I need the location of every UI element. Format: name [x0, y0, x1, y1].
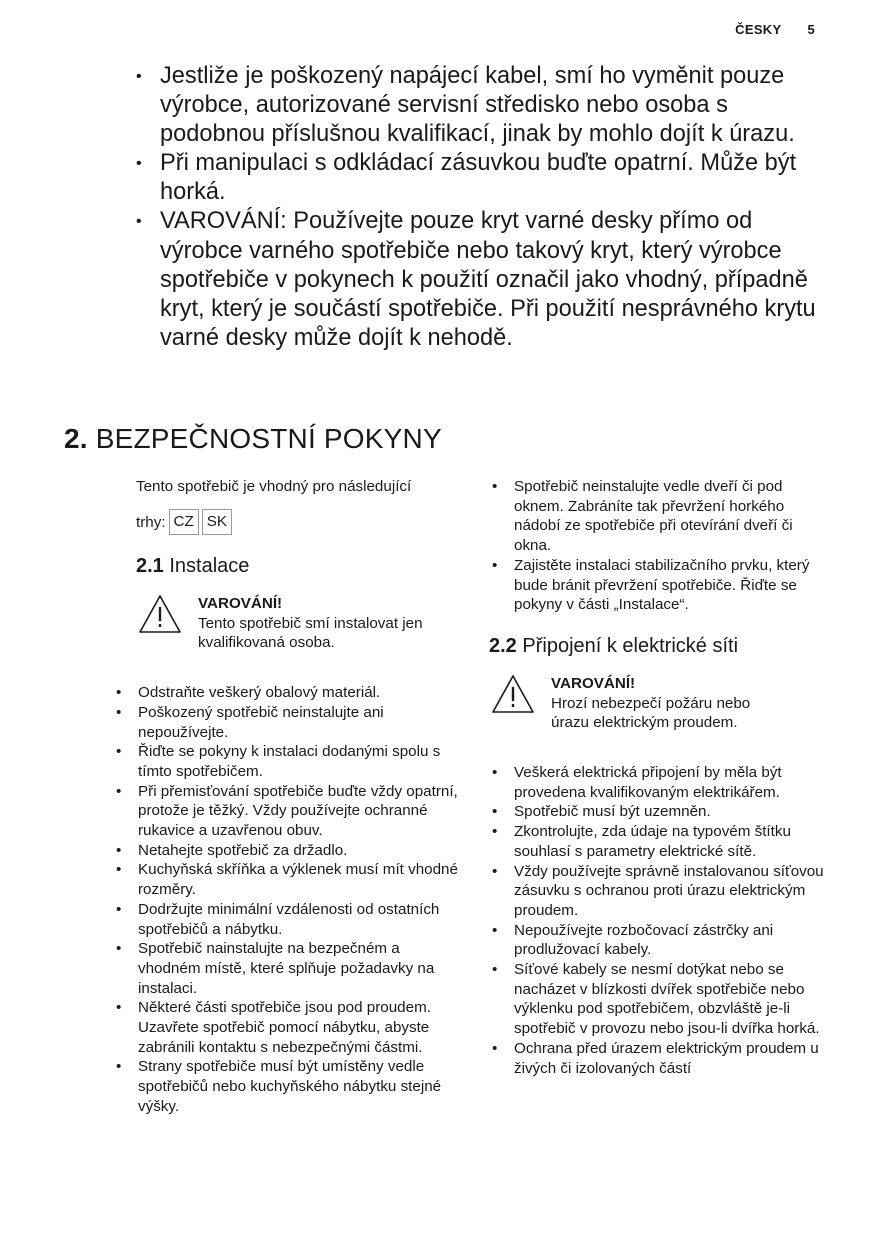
list-item: • Ochrana před úrazem elektrickým proudem u živých či izolovaných částí: [490, 1039, 824, 1078]
page-number: 5: [807, 22, 815, 37]
subsection-number: 2.2: [489, 634, 517, 657]
warning-box: [136, 594, 466, 653]
subsection-title: Instalace: [169, 555, 250, 577]
intro-bullet-list: [133, 62, 833, 353]
warning-text: Hrozí nebezpečí požáru nebo úrazu elektrickým proudem.: [551, 694, 751, 732]
list-item: • Spotřebič neinstalujte vedle dveří či pod oknem. Zabráníte tak převržení horkého nádobí ze spotřebiče při otevírání dveří či okna.: [490, 477, 824, 556]
subsection-heading-electrical: [489, 635, 824, 658]
section-heading: [64, 423, 442, 455]
left-column: [136, 477, 466, 1117]
list-item: • Zkontrolujte, zda údaje na typovém štítku souhlasí s parametry elektrické sítě.: [490, 822, 824, 861]
list-item: • Vždy používejte správně instalovanou síťovou zásuvku s ochranou proti úrazu elektrickým proudem.: [490, 862, 824, 921]
intro-bullet: • VAROVÁNÍ: Používejte pouze kryt varné desky přímo od výrobce varného spotřebiče nebo takový kryt, který výrobce spotřebiče v pokynech k použití označil jako vhodný, případně kryt, který je součástí spotřebiče. Při použití nesprávného krytu varné desky může dojít k nehodě.: [133, 207, 833, 352]
list-item: • Veškerá elektrická připojení by měla být provedena kvalifikovaným elektrikářem.: [490, 763, 824, 802]
electrical-bullet-list: [490, 763, 824, 1078]
subsection-number: 2.1: [136, 555, 164, 577]
list-item: • Netahejte spotřebič za držadlo.: [114, 841, 466, 861]
list-item: • Spotřebič musí být uzemněn.: [490, 802, 824, 822]
warning-title: VAROVÁNÍ!: [198, 595, 283, 612]
list-item: • Odstraňte veškerý obalový materiál.: [114, 683, 466, 703]
market-code-cz: CZ: [169, 509, 199, 535]
subsection-title: Připojení k elektrické síti: [522, 634, 739, 657]
intro-bullet: • Jestliže je poškozený napájecí kabel, smí ho vyměnit pouze výrobce, autorizované servisní středisko nebo osoba s podobnou příslušnou kvalifikací, jinak by mohlo dojít k úrazu.: [133, 62, 833, 149]
section-title: BEZPEČNOSTNÍ POKYNY: [95, 423, 442, 454]
list-item: • Nepoužívejte rozbočovací zástrčky ani prodlužovací kabely.: [490, 921, 824, 960]
list-item: • Při přemisťování spotřebiče buďte vždy opatrní, protože je těžký. Vždy používejte ochranné rukavice a uzavřenou obuv.: [114, 782, 466, 841]
list-item: • Dodržujte minimální vzdálenosti od ostatních spotřebičů a nábytku.: [114, 900, 466, 939]
page-header: [735, 22, 815, 37]
language-label: ČESKY: [735, 22, 782, 37]
installation-bullet-list: [114, 683, 466, 1116]
warning-title: VAROVÁNÍ!: [551, 674, 636, 692]
installation-bullet-list-continued: [490, 477, 824, 615]
warning-triangle-icon: [491, 674, 535, 714]
warning-box: [489, 674, 824, 733]
markets-row: [136, 509, 466, 535]
list-item: • Spotřebič nainstalujte na bezpečném a vhodném místě, které splňuje požadavky na instalaci.: [114, 939, 466, 998]
warning-text: Tento spotřebič smí instalovat jen kvalifikovaná osoba.: [198, 614, 423, 652]
markets-label: trhy:: [136, 513, 166, 531]
list-item: • Kuchyňská skříňka a výklenek musí mít vhodné rozměry.: [114, 860, 466, 899]
list-item: • Některé části spotřebiče jsou pod proudem. Uzavřete spotřebič pomocí nábytku, abyste zabránili kontaktu s nebezpečnými částmi.: [114, 998, 466, 1057]
markets-intro: Tento spotřebič je vhodný pro následující: [136, 478, 412, 495]
section-number: 2.: [64, 423, 88, 454]
subsection-heading-installation: [136, 555, 466, 578]
right-column: [489, 477, 824, 1078]
list-item: • Řiďte se pokyny k instalaci dodanými spolu s tímto spotřebičem.: [114, 742, 466, 781]
list-item: • Síťové kabely se nesmí dotýkat nebo se nacházet v blízkosti dvířek spotřebiče nebo výklenku pod spotřebičem, obzvláště je-li spotřebič v provozu nebo jsou-li dvířka horká.: [490, 960, 824, 1039]
intro-bullet: • Při manipulaci s odkládací zásuvkou buďte opatrní. Může být horká.: [133, 149, 833, 207]
warning-triangle-icon: [138, 594, 182, 634]
list-item: • Strany spotřebiče musí být umístěny vedle spotřebičů nebo kuchyňského nábytku stejné výšky.: [114, 1057, 466, 1116]
market-code-sk: SK: [202, 509, 232, 535]
list-item: • Poškozený spotřebič neinstalujte ani nepoužívejte.: [114, 703, 466, 742]
list-item: • Zajistěte instalaci stabilizačního prvku, který bude bránit převržení spotřebiče. Řiďte se pokyny v části „Instalace“.: [490, 556, 824, 615]
